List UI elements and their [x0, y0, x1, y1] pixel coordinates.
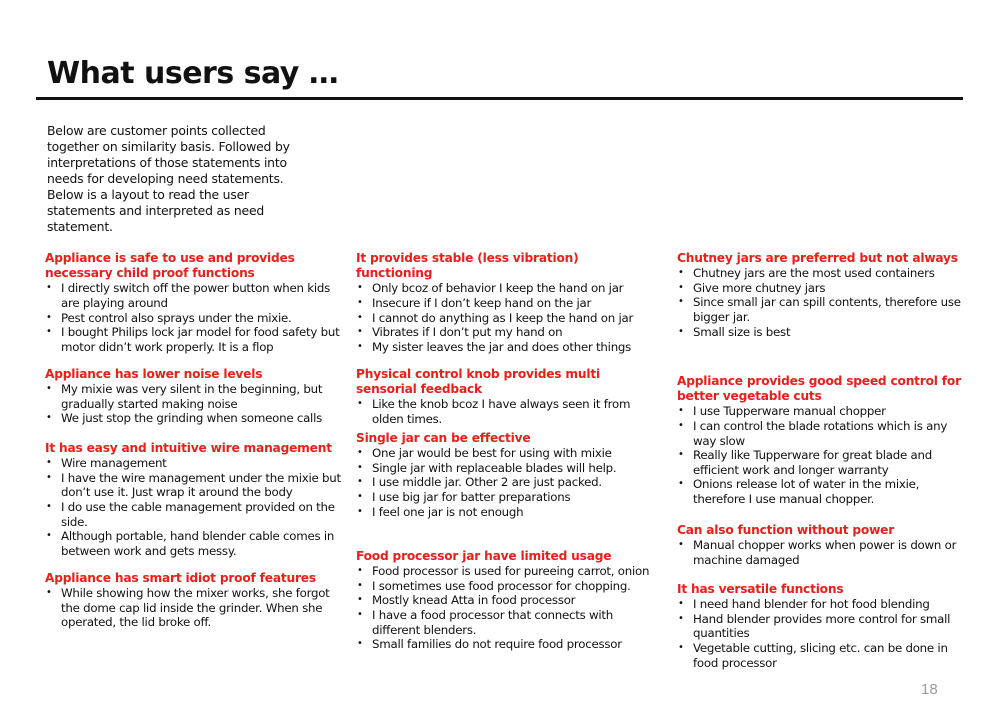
user-quote-list — [45, 281, 345, 354]
user-quote-item: • I have the wire management under the mixie but don’t use it. Just wrap it around the body — [45, 471, 345, 500]
user-quote-item: • I need hand blender for hot food blending — [677, 597, 967, 612]
need-section — [677, 251, 967, 339]
user-quote-item: • Like the knob bcoz I have always seen it from olden times. — [356, 397, 656, 426]
need-section — [45, 367, 345, 426]
user-quote-item: • Small families do not require food processor — [356, 637, 656, 652]
need-heading: Appliance has smart idiot proof features — [45, 571, 316, 585]
user-quote-item: • Food processor is used for pureeing carrot, onion — [356, 564, 656, 579]
user-quote-item: • I cannot do anything as I keep the hand on jar — [356, 311, 656, 326]
need-section — [45, 251, 345, 354]
user-quote-item: • Give more chutney jars — [677, 281, 967, 296]
need-section — [356, 251, 656, 354]
need-section — [677, 582, 967, 670]
need-section — [356, 431, 656, 519]
user-quote-list — [45, 586, 345, 630]
user-quote-item: • I do use the cable management provided on the side. — [45, 500, 345, 529]
user-quote-item: • I use big jar for batter preparations — [356, 490, 656, 505]
user-quote-item: • Small size is best — [677, 325, 967, 340]
user-quote-item: • I use Tupperware manual chopper — [677, 404, 967, 419]
user-quote-item: • Single jar with replaceable blades will help. — [356, 461, 656, 476]
user-quote-item: • I sometimes use food processor for chopping. — [356, 579, 656, 594]
need-section — [356, 367, 656, 427]
user-quote-list — [356, 397, 656, 426]
user-quote-item: • We just stop the grinding when someone calls — [45, 411, 345, 426]
user-quote-item: • Since small jar can spill contents, therefore use bigger jar. — [677, 295, 967, 324]
need-heading: Appliance provides good speed control for better vegetable cuts — [677, 374, 961, 404]
title-divider — [36, 97, 963, 100]
need-heading: Physical control knob provides multi sensorial feedback — [356, 367, 600, 397]
need-section — [45, 441, 345, 558]
user-quote-list — [356, 564, 656, 652]
user-quote-list — [677, 266, 967, 339]
need-heading: It has versatile functions — [677, 582, 844, 596]
need-heading: Single jar can be effective — [356, 431, 531, 445]
user-quote-item: • I use middle jar. Other 2 are just packed. — [356, 475, 656, 490]
user-quote-item: • I can control the blade rotations which is any way slow — [677, 419, 967, 448]
page-title: What users say … — [47, 56, 339, 91]
user-quote-item: • Vibrates if I don’t put my hand on — [356, 325, 656, 340]
need-heading: It provides stable (less vibration) functioning — [356, 251, 579, 281]
user-quote-item: • Onions release lot of water in the mixie, therefore I use manual chopper. — [677, 477, 967, 506]
need-section — [356, 549, 656, 652]
user-quote-item: • Pest control also sprays under the mixie. — [45, 311, 345, 326]
user-quote-item: • My mixie was very silent in the beginning, but gradually started making noise — [45, 382, 345, 411]
user-quote-item: • My sister leaves the jar and does other things — [356, 340, 656, 355]
need-heading: Chutney jars are preferred but not always — [677, 251, 958, 265]
user-quote-item: • Wire management — [45, 456, 345, 471]
user-quote-list — [356, 446, 656, 519]
user-quote-item: • I directly switch off the power button when kids are playing around — [45, 281, 345, 310]
user-quote-item: • Manual chopper works when power is down or machine damaged — [677, 538, 967, 567]
user-quote-item: • I feel one jar is not enough — [356, 505, 656, 520]
user-quote-item: • Really like Tupperware for great blade and efficient work and longer warranty — [677, 448, 967, 477]
need-section — [45, 571, 345, 630]
need-heading: Appliance is safe to use and provides necessary child proof functions — [45, 251, 295, 281]
user-quote-item: • I bought Philips lock jar model for food safety but motor didn’t work properly. It is a flop — [45, 325, 345, 354]
user-quote-item: • Only bcoz of behavior I keep the hand on jar — [356, 281, 656, 296]
need-section — [677, 374, 967, 507]
user-quote-item: • One jar would be best for using with mixie — [356, 446, 656, 461]
user-quote-item: • Insecure if I don’t keep hand on the jar — [356, 296, 656, 311]
user-quote-list — [677, 404, 967, 506]
user-quote-list — [677, 597, 967, 670]
user-quote-item: • Hand blender provides more control for small quantities — [677, 612, 967, 641]
need-section — [677, 523, 967, 567]
user-quote-item: • Although portable, hand blender cable comes in between work and gets messy. — [45, 529, 345, 558]
user-quote-item: • Mostly knead Atta in food processor — [356, 593, 656, 608]
user-quote-item: • Chutney jars are the most used containers — [677, 266, 967, 281]
user-quote-list — [45, 382, 345, 426]
user-quote-item: • While showing how the mixer works, she forgot the dome cap lid inside the grinder. When she operated, the lid broke off. — [45, 586, 345, 630]
intro-paragraph: Below are customer points collected together on similarity basis. Followed by interpretations of those statements into needs for developing need statements. Below is a layout to read the user statements and interpreted as need statement. — [47, 123, 290, 234]
need-heading: Food processor jar have limited usage — [356, 549, 612, 563]
user-quote-list — [356, 281, 656, 354]
need-heading: It has easy and intuitive wire management — [45, 441, 332, 455]
need-heading: Can also function without power — [677, 523, 895, 537]
user-quote-item: • Vegetable cutting, slicing etc. can be done in food processor — [677, 641, 967, 670]
page-number: 18 — [921, 681, 938, 698]
user-quote-item: • I have a food processor that connects with different blenders. — [356, 608, 656, 637]
user-quote-list — [677, 538, 967, 567]
need-heading: Appliance has lower noise levels — [45, 367, 263, 381]
user-quote-list — [45, 456, 345, 558]
